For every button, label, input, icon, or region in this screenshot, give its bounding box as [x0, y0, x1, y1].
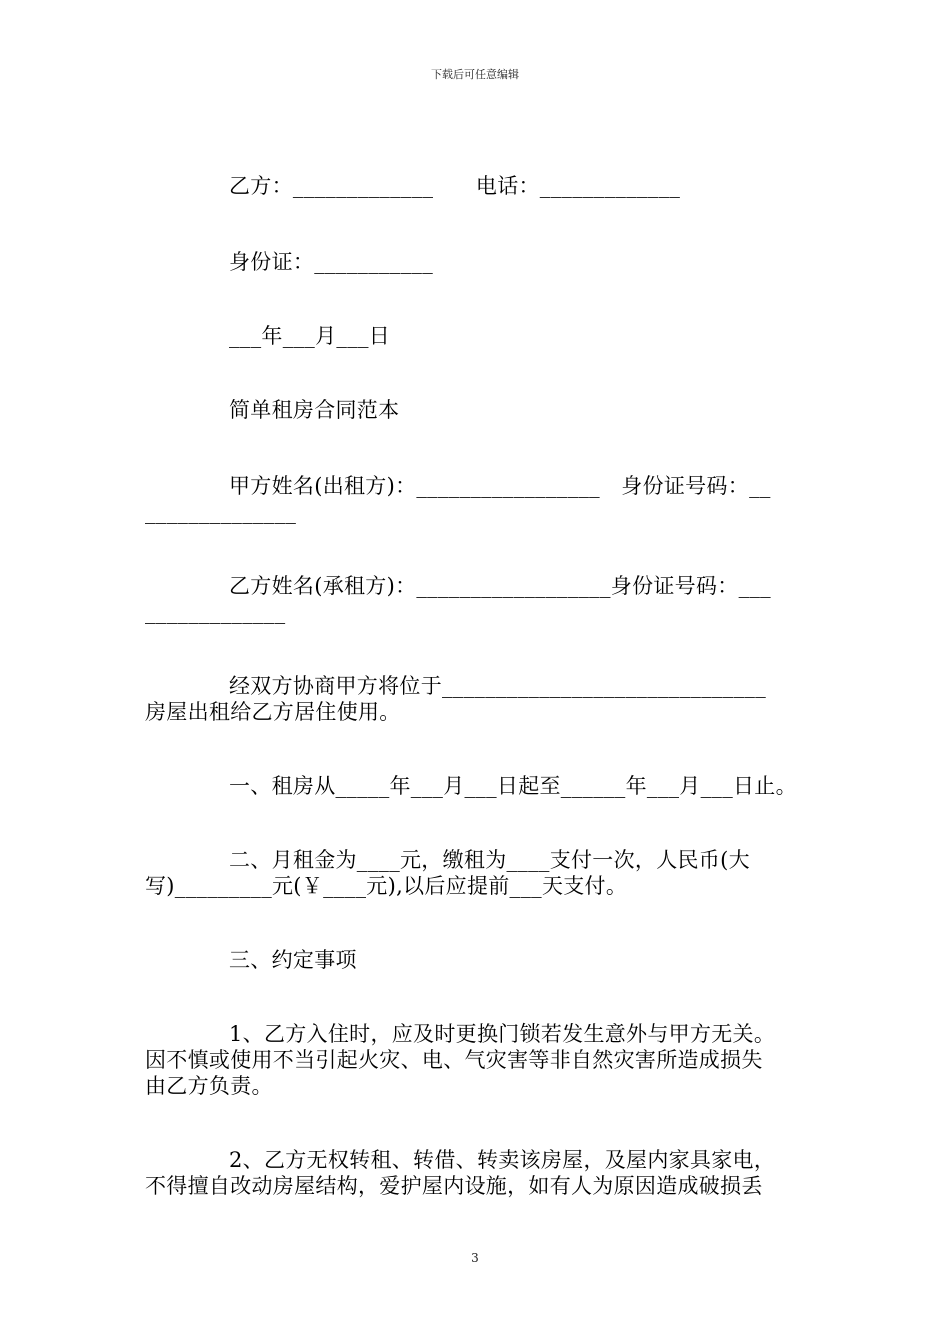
clause-2-line-continued: 写)_________元(￥____元),以后应提前___天支付。 — [145, 874, 628, 898]
page-number: 3 — [471, 1251, 479, 1265]
item-1-line: 1、乙方入住时，应及时更换门锁若发生意外与甲方无关。 — [229, 1022, 776, 1046]
document-title: 简单租房合同范本 — [229, 398, 400, 422]
item-2-line: 2、乙方无权转租、转借、转卖该房屋，及屋内家具家电， — [229, 1148, 776, 1172]
item-1-line-3: 由乙方负责。 — [145, 1074, 273, 1098]
clause-1-line: 一、租房从_____年___月___日起至______年___月___日止。 — [229, 774, 797, 798]
clause-3-heading: 三、约定事项 — [229, 948, 357, 972]
agreement-line: 经双方协商甲方将位于______________________________ — [229, 674, 766, 698]
lessee-line: 乙方姓名(承租方)：__________________身份证号码：___ — [229, 574, 771, 598]
page-header: 下载后可任意编辑 — [431, 68, 519, 81]
lessee-line-continued: _____________ — [145, 600, 286, 624]
agreement-line-continued: 房屋出租给乙方居住使用。 — [145, 700, 401, 724]
lessor-line: 甲方姓名(出租方)：_________________ 身份证号码：__ — [229, 474, 771, 498]
lessor-line-continued: ______________ — [145, 500, 297, 524]
id-card-line: 身份证：___________ — [229, 250, 433, 274]
date-line: ___年___月___日 — [229, 324, 391, 348]
item-2-line-2: 不得擅自改动房屋结构，爱护屋内设施，如有人为原因造成破损丢 — [145, 1174, 763, 1198]
party-b-phone-line: 乙方：_____________ 电话：_____________ — [229, 174, 681, 198]
clause-2-line: 二、月租金为____元，缴租为____支付一次，人民币(大 — [229, 848, 750, 872]
item-1-line-2: 因不慎或使用不当引起火灾、电、气灾害等非自然灾害所造成损失 — [145, 1048, 763, 1072]
